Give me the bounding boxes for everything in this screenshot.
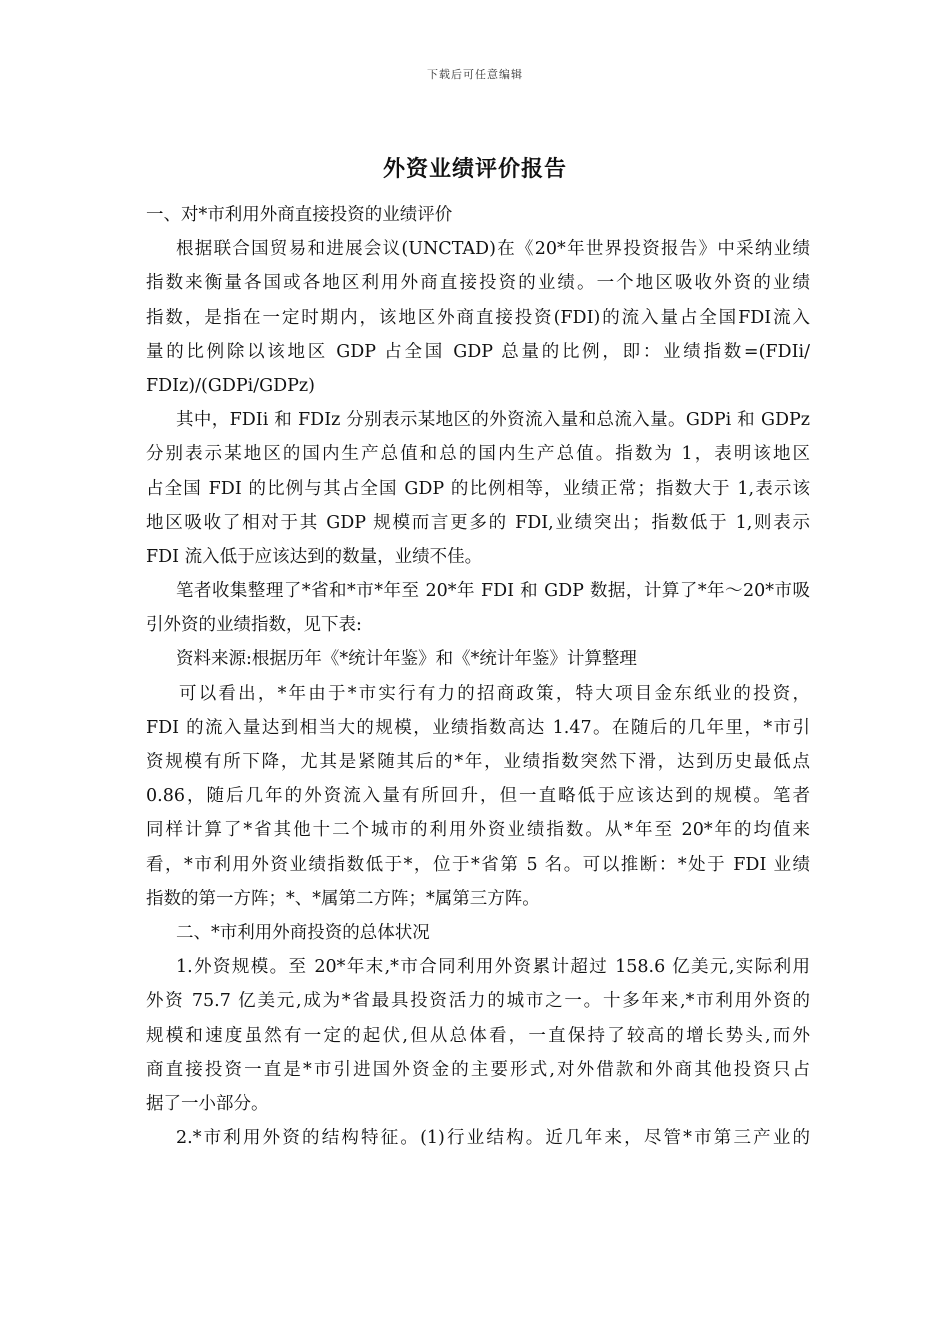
section-heading-2: 二、*市利用外商投资的总体状况 — [176, 922, 430, 943]
paragraph-line: 同样计算了*省其他十二个城市的利用外资业绩指数。从*年至 20*年的均值来 — [146, 820, 810, 841]
paragraph-line: 量的比例除以该地区 GDP 占全国 GDP 总量的比例，即：业绩指数=(FDIi/ — [146, 341, 810, 362]
paragraph-line: FDI 的流入量达到相当大的规模，业绩指数高达 1.47。在随后的几年里，*市引 — [146, 717, 810, 738]
header-note: 下载后可任意编辑 — [427, 68, 523, 81]
paragraph-line: 看，*市利用外资业绩指数低于*，位于*省第 5 名。可以推断：*处于 FDI 业绩 — [146, 854, 810, 875]
paragraph-line: 地区吸收了相对于其 GDP 规模而言更多的 FDI,业绩突出；指数低于 1,则表示 — [146, 512, 810, 533]
paragraph-line: 规模和速度虽然有一定的起伏,但从总体看，一直保持了较高的增长势头,而外 — [146, 1025, 810, 1046]
paragraph-line: 笔者收集整理了*省和*市*年至 20*年 FDI 和 GDP 数据，计算了*年～20*市吸 — [176, 581, 810, 602]
document-body — [146, 198, 810, 1155]
paragraph-line: 指数的第一方阵；*、*属第二方阵；*属第三方阵。 — [146, 888, 540, 909]
paragraph-line: 占全国 FDI 的比例与其占全国 GDP 的比例相等，业绩正常；指数大于 1,表示该 — [146, 478, 810, 499]
paragraph-line: 可以看出，*年由于*市实行有力的招商政策，特大项目金东纸业的投资， — [179, 683, 810, 704]
paragraph-line: FDI 流入低于应该达到的数量，业绩不佳。 — [146, 546, 483, 567]
paragraph-line: 其中，FDIi 和 FDIz 分别表示某地区的外资流入量和总流入量。GDPi 和 GDPz — [176, 410, 810, 431]
paragraph-line: 0.86，随后几年的外资流入量有所回升，但一直略低于应该达到的规模。笔者 — [146, 786, 810, 807]
paragraph-line: 商直接投资一直是*市引进国外资金的主要形式,对外借款和外商其他投资只占 — [146, 1059, 810, 1080]
paragraph-line: 据了一小部分。 — [146, 1093, 269, 1114]
paragraph-line: 1.外资规模。至 20*年末,*市合同利用外资累计超过 158.6 亿美元,实际利用 — [176, 957, 810, 978]
paragraph-line: 2.*市利用外资的结构特征。(1)行业结构。近几年来，尽管*市第三产业的 — [176, 1128, 810, 1149]
paragraph-line: FDIz)/(GDPi/GDPz) — [146, 375, 315, 396]
paragraph-line: 外资 75.7 亿美元,成为*省最具投资活力的城市之一。十多年来,*市利用外资的 — [146, 991, 810, 1012]
paragraph-line: 引外资的业绩指数，见下表: — [146, 615, 362, 636]
table-source-note: 资料来源:根据历年《*统计年鉴》和《*统计年鉴》计算整理 — [176, 649, 637, 670]
document-title: 外资业绩评价报告 — [382, 157, 567, 182]
paragraph-line: 资规模有所下降，尤其是紧随其后的*年，业绩指数突然下滑，达到历史最低点 — [146, 752, 810, 772]
section-heading-1: 一、对*市利用外商直接投资的业绩评价 — [146, 205, 453, 225]
paragraph-line: 分别表示某地区的国内生产总值和总的国内生产总值。指数为 1，表明该地区 — [146, 444, 810, 465]
paragraph-line: 指数，是指在一定时期内，该地区外商直接投资(FDI)的流入量占全国FDI流入 — [146, 307, 810, 328]
paragraph-line: 根据联合国贸易和进展会议(UNCTAD)在《20*年世界投资报告》中采纳业绩 — [176, 239, 810, 260]
paragraph-line: 指数来衡量各国或各地区利用外商直接投资的业绩。一个地区吸收外资的业绩 — [146, 273, 810, 294]
